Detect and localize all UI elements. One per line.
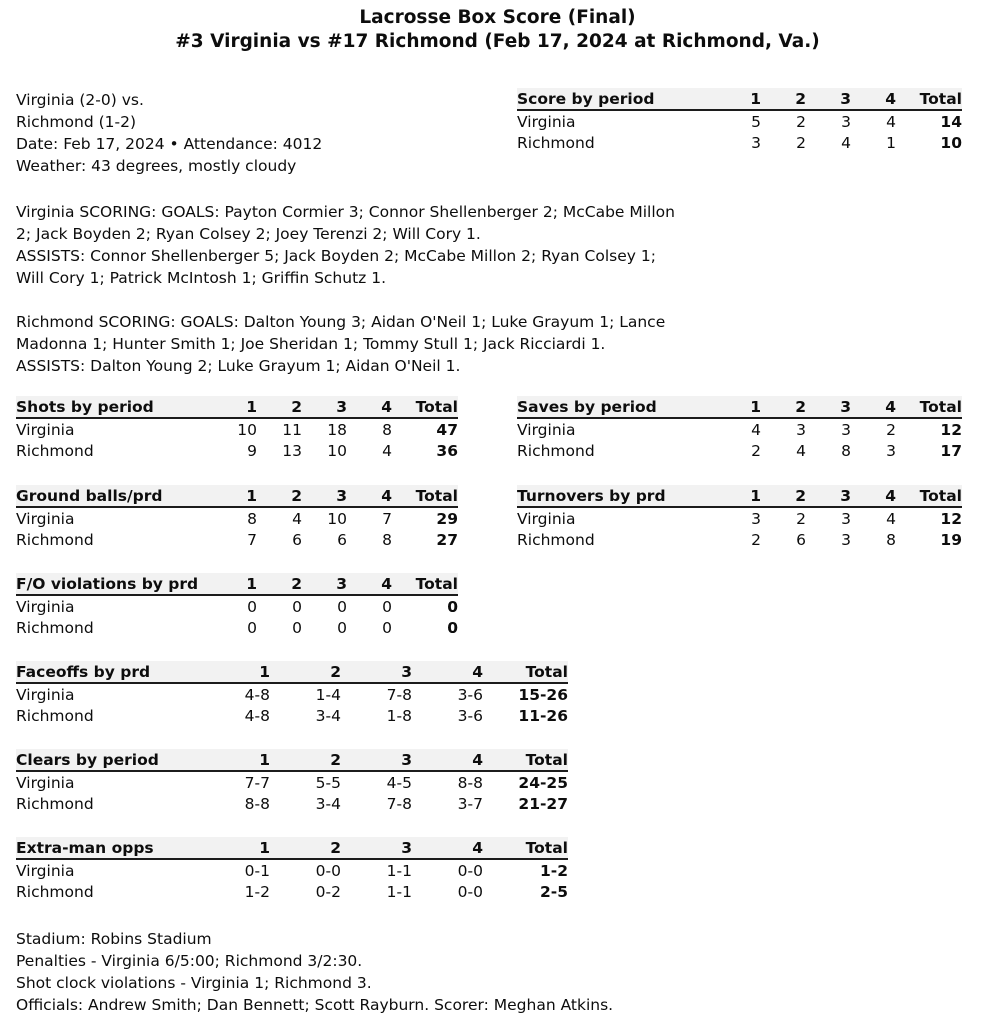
period-value: 6 <box>337 531 347 549</box>
total-value: 1-2 <box>539 861 568 880</box>
stat-header-row <box>16 837 568 859</box>
total-value: 29 <box>436 509 458 528</box>
period-value: 11 <box>282 420 302 439</box>
stat-row <box>16 793 568 815</box>
total-value: 0 <box>447 619 458 637</box>
period-value: 1-8 <box>386 707 412 725</box>
period-value: 1-4 <box>315 685 341 704</box>
period-value: 0 <box>382 619 392 637</box>
column-header: 3 <box>302 573 347 595</box>
period-value: 4 <box>751 420 761 439</box>
clears-table <box>16 749 568 815</box>
team-name: Richmond <box>16 795 94 813</box>
column-header: 2 <box>270 749 341 771</box>
score_by_period-grid <box>517 88 962 154</box>
period-value: 8 <box>886 531 896 549</box>
column-header: 4 <box>347 485 392 507</box>
column-header: 4 <box>851 396 896 418</box>
period-value: 0 <box>382 597 392 616</box>
period-value: 3 <box>751 509 761 528</box>
team-name: Richmond <box>16 883 94 901</box>
total-value: 47 <box>436 420 458 439</box>
column-header: Total <box>483 661 568 683</box>
period-value: 6 <box>292 531 302 549</box>
stat-row <box>16 595 458 617</box>
period-value: 0-0 <box>457 861 483 880</box>
team-name: Virginia <box>16 509 75 528</box>
period-value: 3-6 <box>457 685 483 704</box>
column-header: 3 <box>302 396 347 418</box>
team-name: Richmond <box>16 531 94 549</box>
period-value: 8 <box>382 531 392 549</box>
total-value: 19 <box>940 531 962 549</box>
text-line: Virginia SCORING: GOALS: Payton Cormier 3; Connor Shellenberger 2; McCabe Millon <box>16 203 675 221</box>
period-value: 0-0 <box>315 861 341 880</box>
stat-row <box>517 440 962 462</box>
period-value: 8 <box>841 442 851 460</box>
period-value: 4 <box>382 442 392 460</box>
column-header: Total <box>896 88 962 110</box>
period-value: 2 <box>796 509 806 528</box>
team-name: Richmond <box>517 442 595 460</box>
stat-table-title: Extra-man opps <box>16 837 199 859</box>
period-value: 3 <box>796 420 806 439</box>
stat-row <box>517 110 962 132</box>
period-value: 2 <box>796 134 806 152</box>
richmond-scoring-summary <box>16 311 665 377</box>
column-header: 2 <box>257 573 302 595</box>
period-value: 8 <box>382 420 392 439</box>
text-line: Richmond SCORING: GOALS: Dalton Young 3; Aidan O'Neil 1; Luke Grayum 1; Lance <box>16 313 666 331</box>
stat-row <box>16 771 568 793</box>
total-value: 15-26 <box>518 685 568 704</box>
total-value: 17 <box>940 442 962 460</box>
period-value: 0-0 <box>457 883 483 901</box>
game-notes <box>16 928 613 1016</box>
period-value: 1-1 <box>386 883 412 901</box>
period-value: 3-6 <box>457 707 483 725</box>
period-value: 2 <box>886 420 896 439</box>
column-header: 3 <box>341 837 412 859</box>
stat-row <box>16 418 458 440</box>
period-value: 9 <box>247 442 257 460</box>
column-header: Total <box>483 749 568 771</box>
column-header: 4 <box>412 661 483 683</box>
column-header: 3 <box>341 749 412 771</box>
team-name: Virginia <box>16 420 75 439</box>
extra-man-opps-table <box>16 837 568 903</box>
column-header: 1 <box>212 485 257 507</box>
period-value: 0 <box>337 597 347 616</box>
stat-table-title: Ground balls/prd <box>16 485 212 507</box>
period-value: 4-8 <box>244 707 270 725</box>
column-header: 1 <box>716 485 761 507</box>
stat-table-title: F/O violations by prd <box>16 573 212 595</box>
team-name: Richmond <box>16 707 94 725</box>
total-value: 0 <box>447 597 458 616</box>
period-value: 7 <box>247 531 257 549</box>
total-value: 27 <box>436 531 458 549</box>
column-header: 3 <box>806 88 851 110</box>
period-value: 4 <box>841 134 851 152</box>
stat-row <box>16 705 568 727</box>
page-title <box>0 6 995 54</box>
team-name: Virginia <box>16 861 75 880</box>
column-header: Total <box>896 396 962 418</box>
column-header: 1 <box>212 396 257 418</box>
column-header: 2 <box>270 661 341 683</box>
saves_by_period-grid <box>517 396 962 462</box>
stat-row <box>517 132 962 154</box>
period-value: 4-8 <box>244 685 270 704</box>
period-value: 5-5 <box>315 773 341 792</box>
period-value: 0 <box>247 619 257 637</box>
period-value: 3 <box>886 442 896 460</box>
period-value: 10 <box>327 442 347 460</box>
period-value: 1-2 <box>244 883 270 901</box>
period-value: 3 <box>841 112 851 131</box>
column-header: 4 <box>347 396 392 418</box>
period-value: 7-8 <box>386 795 412 813</box>
total-value: 14 <box>940 112 962 131</box>
column-header: 1 <box>199 837 270 859</box>
column-header: 4 <box>412 837 483 859</box>
stat-row <box>517 418 962 440</box>
text-line: Madonna 1; Hunter Smith 1; Joe Sheridan 1; Tommy Stull 1; Jack Ricciardi 1. <box>16 335 606 353</box>
period-value: 5 <box>751 112 761 131</box>
period-value: 2 <box>796 112 806 131</box>
column-header: Total <box>483 837 568 859</box>
text-line: Date: Feb 17, 2024 • Attendance: 4012 <box>16 135 323 153</box>
period-value: 7 <box>382 509 392 528</box>
period-value: 3 <box>841 420 851 439</box>
team-name: Richmond <box>16 442 94 460</box>
period-value: 3-4 <box>315 707 341 725</box>
stat-row <box>16 440 458 462</box>
period-value: 3 <box>841 509 851 528</box>
turnovers-table <box>517 485 962 551</box>
column-header: 1 <box>212 573 257 595</box>
stat-header-row <box>16 573 458 595</box>
text-line: Weather: 43 degrees, mostly cloudy <box>16 157 297 175</box>
stat-table-title: Saves by period <box>517 396 716 418</box>
stat-table-title: Turnovers by prd <box>517 485 716 507</box>
period-value: 0 <box>292 619 302 637</box>
column-header: Total <box>392 573 458 595</box>
team-name: Virginia <box>517 112 576 131</box>
period-value: 4 <box>292 509 302 528</box>
page-title-line2: #3 Virginia vs #17 Richmond (Feb 17, 2024 at Richmond, Va.) <box>175 31 820 52</box>
stat-table-title: Score by period <box>517 88 716 110</box>
team-name: Virginia <box>16 685 75 704</box>
period-value: 4-5 <box>386 773 412 792</box>
column-header: 2 <box>761 485 806 507</box>
period-value: 1 <box>886 134 896 152</box>
period-value: 4 <box>886 509 896 528</box>
total-value: 12 <box>940 509 962 528</box>
stat-header-row <box>16 396 458 418</box>
period-value: 4 <box>886 112 896 131</box>
stat-row <box>517 529 962 551</box>
column-header: Total <box>896 485 962 507</box>
total-value: 12 <box>940 420 962 439</box>
column-header: Total <box>392 485 458 507</box>
period-value: 0 <box>247 597 257 616</box>
period-value: 10 <box>327 509 347 528</box>
stat-header-row <box>16 661 568 683</box>
period-value: 10 <box>237 420 257 439</box>
column-header: 2 <box>761 396 806 418</box>
text-line: ASSISTS: Connor Shellenberger 5; Jack Boyden 2; McCabe Millon 2; Ryan Colsey 1; <box>16 247 656 265</box>
total-value: 2-5 <box>539 883 568 901</box>
stat-header-row <box>16 749 568 771</box>
column-header: 3 <box>806 485 851 507</box>
score-by-period-table <box>517 88 962 154</box>
period-value: 1-1 <box>386 861 412 880</box>
stat-row <box>16 617 458 639</box>
stat-header-row <box>16 485 458 507</box>
stat-row <box>517 507 962 529</box>
game-info <box>16 89 322 177</box>
shots_by_period-grid <box>16 396 458 462</box>
text-line: Officials: Andrew Smith; Dan Bennett; Scott Rayburn. Scorer: Meghan Atkins. <box>16 996 614 1014</box>
stat-header-row <box>517 485 962 507</box>
period-value: 2 <box>751 531 761 549</box>
column-header: 1 <box>199 661 270 683</box>
turnovers-grid <box>517 485 962 551</box>
column-header: 3 <box>341 661 412 683</box>
period-value: 0-1 <box>244 861 270 880</box>
team-name: Richmond <box>16 619 94 637</box>
shots-by-period-table <box>16 396 458 462</box>
period-value: 3-7 <box>457 795 483 813</box>
column-header: 2 <box>257 396 302 418</box>
column-header: 3 <box>806 396 851 418</box>
column-header: 2 <box>257 485 302 507</box>
period-value: 6 <box>796 531 806 549</box>
total-value: 24-25 <box>518 773 568 792</box>
period-value: 7-7 <box>244 773 270 792</box>
text-line: 2; Jack Boyden 2; Ryan Colsey 2; Joey Terenzi 2; Will Cory 1. <box>16 225 481 243</box>
total-value: 36 <box>436 442 458 460</box>
page-title-line1: Lacrosse Box Score (Final) <box>359 7 636 28</box>
column-header: 4 <box>851 88 896 110</box>
column-header: 1 <box>716 396 761 418</box>
ground_balls-grid <box>16 485 458 551</box>
column-header: 1 <box>716 88 761 110</box>
period-value: 2 <box>751 442 761 460</box>
text-line: ASSISTS: Dalton Young 2; Luke Grayum 1; Aidan O'Neil 1. <box>16 357 461 375</box>
period-value: 4 <box>796 442 806 460</box>
period-value: 0 <box>292 597 302 616</box>
team-name: Virginia <box>517 420 576 439</box>
stat-header-row <box>517 88 962 110</box>
stat-table-title: Faceoffs by prd <box>16 661 199 683</box>
column-header: 4 <box>347 573 392 595</box>
text-line: Shot clock violations - Virginia 1; Richmond 3. <box>16 974 372 992</box>
team-name: Richmond <box>517 531 595 549</box>
period-value: 8-8 <box>457 773 483 792</box>
period-value: 0 <box>337 619 347 637</box>
period-value: 0-2 <box>315 883 341 901</box>
stat-row <box>16 529 458 551</box>
team-name: Virginia <box>16 597 75 616</box>
period-value: 3 <box>841 531 851 549</box>
period-value: 13 <box>282 442 302 460</box>
total-value: 10 <box>940 134 962 152</box>
extra_man-grid <box>16 837 568 903</box>
text-line: Virginia (2-0) vs. <box>16 91 144 109</box>
text-line: Penalties - Virginia 6/5:00; Richmond 3/2:30. <box>16 952 363 970</box>
fo-violations-table <box>16 573 458 639</box>
column-header: 2 <box>761 88 806 110</box>
team-name: Richmond <box>517 134 595 152</box>
column-header: 4 <box>851 485 896 507</box>
text-line: Stadium: Robins Stadium <box>16 930 212 948</box>
stat-header-row <box>517 396 962 418</box>
period-value: 3 <box>751 134 761 152</box>
column-header: 4 <box>412 749 483 771</box>
stat-row <box>16 881 568 903</box>
ground-balls-table <box>16 485 458 551</box>
virginia-scoring-summary <box>16 201 675 289</box>
stat-row <box>16 683 568 705</box>
text-line: Richmond (1-2) <box>16 113 137 131</box>
stat-row <box>16 859 568 881</box>
column-header: Total <box>392 396 458 418</box>
period-value: 8-8 <box>244 795 270 813</box>
total-value: 21-27 <box>518 795 568 813</box>
text-line: Will Cory 1; Patrick McIntosh 1; Griffin Schutz 1. <box>16 269 387 287</box>
column-header: 3 <box>302 485 347 507</box>
team-name: Virginia <box>517 509 576 528</box>
period-value: 7-8 <box>386 685 412 704</box>
fo_violations-grid <box>16 573 458 639</box>
saves-by-period-table <box>517 396 962 462</box>
total-value: 11-26 <box>518 707 568 725</box>
stat-table-title: Shots by period <box>16 396 212 418</box>
period-value: 18 <box>327 420 347 439</box>
team-name: Virginia <box>16 773 75 792</box>
column-header: 1 <box>199 749 270 771</box>
period-value: 8 <box>247 509 257 528</box>
faceoffs-grid <box>16 661 568 727</box>
stat-row <box>16 507 458 529</box>
stat-table-title: Clears by period <box>16 749 199 771</box>
clears-grid <box>16 749 568 815</box>
column-header: 2 <box>270 837 341 859</box>
period-value: 3-4 <box>315 795 341 813</box>
faceoffs-table <box>16 661 568 727</box>
